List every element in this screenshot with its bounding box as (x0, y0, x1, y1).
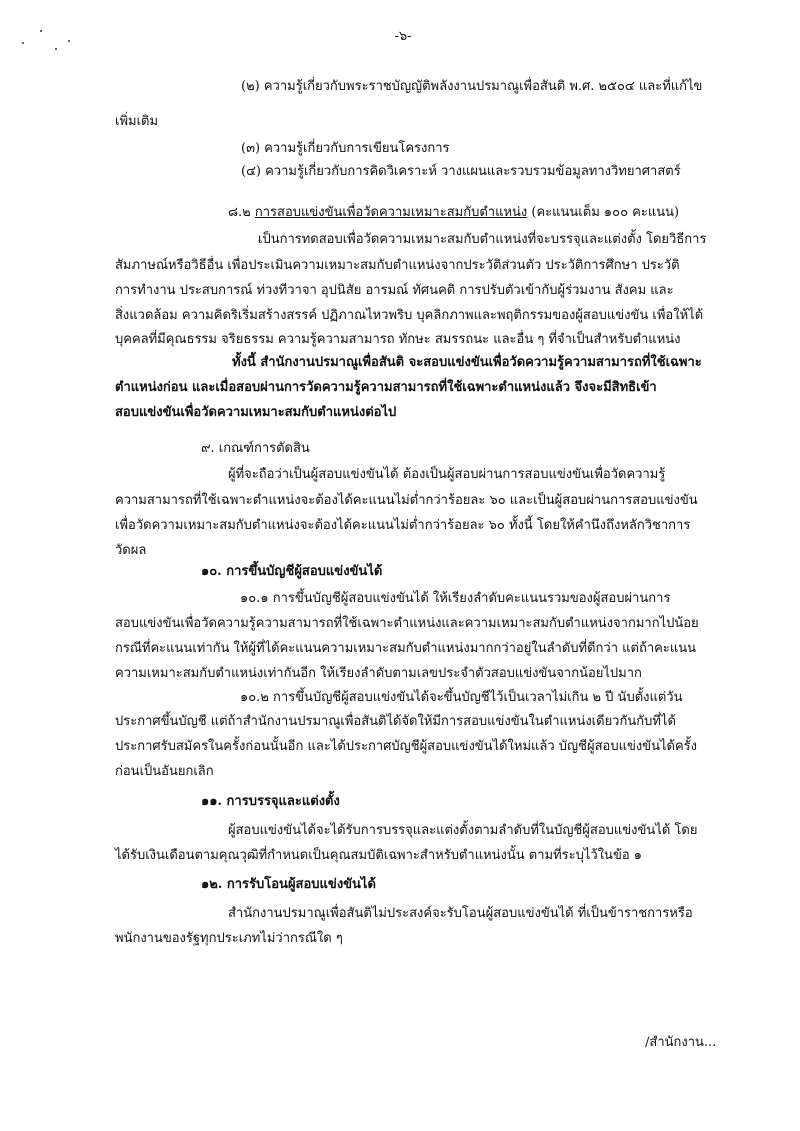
item-2-line-2: เพิ่มเติม (115, 114, 159, 129)
section-12-line: สำนักงานปรมาณูเพื่อสันติไม่ประสงค์จะรับโอนผู้สอบแข่งขันได้ ที่เป็นข้าราชการหรือ (228, 906, 693, 921)
section-8-2-para-line: สิ่งแวดล้อม ความคิดริเริ่มสร้างสรรค์ ปฏิภาณไหวพริบ บุคลิกภาพและพฤติกรรมของผู้สอบแข่งขัน เพื่อให้ได้ (115, 308, 704, 323)
scan-speck (40, 30, 42, 32)
section-10-heading: ๑๐. การขึ้นบัญชีผู้สอบแข่งขันได้ (201, 564, 383, 579)
section-8-2-note: (คะแนนเต็ม ๑๐๐ คะแนน) (531, 205, 680, 220)
section-10-1-line: สอบแข่งขันเพื่อวัดความรู้ความสามารถที่ใช้เฉพาะตำแหน่งและความเหมาะสมกับตำแหน่งจากมากไปน้อย (115, 616, 699, 631)
section-8-2-number: ๘.๒ (228, 205, 251, 220)
section-8-2-para-line: เป็นการทดสอบเพื่อวัดความเหมาะสมกับตำแหน่งที่จะบรรจุและแต่งตั้ง โดยวิธีการ (258, 232, 707, 247)
section-10-2-line: ประกาศรับสมัครในครั้งก่อนนั้นอีก และได้ประกาศบัญชีผู้สอบแข่งขันได้ใหม่แล้ว บัญชีผู้สอบแข่งขันได้ครั้ง (115, 739, 697, 754)
section-11-heading: ๑๑. การบรรจุและแต่งตั้ง (201, 794, 340, 809)
section-9-heading: ๙. เกณฑ์การตัดสิน (201, 441, 310, 456)
section-11-line: ได้รับเงินเดือนตามคุณวุฒิที่กำหนดเป็นคุณสมบัติเฉพาะสำหรับตำแหน่งนั้น ตามที่ระบุไว้ในข้อ ๑ (115, 848, 643, 863)
section-10-2-line: ๑๐.๒ การขึ้นบัญชีผู้สอบแข่งขันได้จะขึ้นบัญชีไว้เป็นเวลาไม่เกิน ๒ ปี นับตั้งแต่วัน (240, 690, 683, 705)
section-10-2-line: ประกาศขึ้นบัญชี แต่ถ้าสำนักงานปรมาณูเพื่อสันติได้จัดให้มีการสอบแข่งขันในตำแหน่งเดียวกันกับที่ได้ (115, 714, 676, 729)
section-8-2-para-line: บุคคลที่มีคุณธรรม จริยธรรม ความรู้ความสามารถ ทักษะ สมรรถนะ และอื่น ๆ ที่จำเป็นสำหรับตำแหน่ง (115, 332, 681, 347)
section-9-line: ผู้ที่จะถือว่าเป็นผู้สอบแข่งขันได้ ต้องเป็นผู้สอบผ่านการสอบแข่งขันเพื่อวัดความรู้ (228, 467, 666, 482)
section-8-2-title: การสอบแข่งขันเพื่อวัดความเหมาะสมกับตำแหน่ง (254, 205, 528, 220)
section-8-2-para-line: สัมภาษณ์หรือวิธีอื่น เพื่อประเมินความเหมาะสมกับตำแหน่งจากประวัติส่วนตัว ประวัติการศึกษา ประวัติ (115, 258, 680, 273)
page-number: -๖- (394, 29, 412, 44)
section-9-line: ความสามารถที่ใช้เฉพาะตำแหน่งจะต้องได้คะแนนไม่ต่ำกว่าร้อยละ ๖๐ และเป็นผู้สอบผ่านการสอบแข่งขัน (115, 493, 698, 508)
section-8-2-heading (228, 204, 679, 222)
section-10-2-line: ก่อนเป็นอันยกเลิก (115, 764, 214, 779)
section-10-1-line: ความเหมาะสมกับตำแหน่งเท่ากันอีก ให้เรียงลำดับตามเลขประจำตัวสอบแข่งขันจากน้อยไปมาก (115, 666, 642, 681)
section-8-2-notice-line: ทั้งนี้ สำนักงานปรมาณูเพื่อสันติ จะสอบแข่งขันเพื่อวัดความรู้ความสามารถที่ใช้เฉพาะ (232, 355, 702, 370)
footer-continuation: /สำนักงาน... (645, 1035, 717, 1050)
section-12-line: พนักงานของรัฐทุกประเภทไม่ว่ากรณีใด ๆ (115, 931, 343, 946)
section-10-1-line: ๑๐.๑ การขึ้นบัญชีผู้สอบแข่งขันได้ ให้เรียงลำดับคะแนนรวมของผู้สอบผ่านการ (240, 591, 671, 606)
section-10-1-line: กรณีที่คะแนนเท่ากัน ให้ผู้ที่ได้คะแนนความเหมาะสมกับตำแหน่งมากกว่าอยู่ในลำดับที่ดีกว่า แต่ถ้าคะแนน (115, 641, 696, 656)
scan-speck (22, 42, 24, 44)
section-8-2-para-line: การทำงาน ประสบการณ์ ท่วงทีวาจา อุปนิสัย อารมณ์ ทัศนคติ การปรับตัวเข้ากับผู้ร่วมงาน สังคม และ (115, 283, 674, 298)
section-9-line: เพื่อวัดความเหมาะสมกับตำแหน่งจะต้องได้คะแนนไม่ต่ำกว่าร้อยละ ๖๐ ทั้งนี้ โดยให้คำนึงถึงหลักวิชาการ (115, 518, 691, 533)
section-11-line: ผู้สอบแข่งขันได้จะได้รับการบรรจุและแต่งตั้งตามลำดับที่ในบัญชีผู้สอบแข่งขันได้ โดย (228, 823, 698, 838)
item-2-line-1: (๒) ความรู้เกี่ยวกับพระราชบัญญัติพลังงานปรมาณูเพื่อสันติ พ.ศ. ๒๕๐๔ และที่แก้ไข (241, 79, 703, 94)
item-3: (๓) ความรู้เกี่ยวกับการเขียนโครงการ (241, 141, 450, 156)
scan-speck (55, 48, 57, 50)
section-12-heading: ๑๒. การรับโอนผู้สอบแข่งขันได้ (201, 877, 376, 892)
section-8-2-notice-line: ตำแหน่งก่อน และเมื่อสอบผ่านการวัดความรู้ความสามารถที่ใช้เฉพาะตำแหน่งแล้ว จึงจะมีสิทธิเข้า (115, 380, 657, 395)
item-4: (๔) ความรู้เกี่ยวกับการคิดวิเคราะห์ วางแผนและรวบรวมข้อมูลทางวิทยาศาสตร์ (241, 164, 681, 179)
section-8-2-notice-line: สอบแข่งขันเพื่อวัดความเหมาะสมกับตำแหน่งต่อไป (115, 405, 397, 420)
section-9-line: วัดผล (115, 543, 147, 558)
scan-speck (68, 40, 70, 42)
